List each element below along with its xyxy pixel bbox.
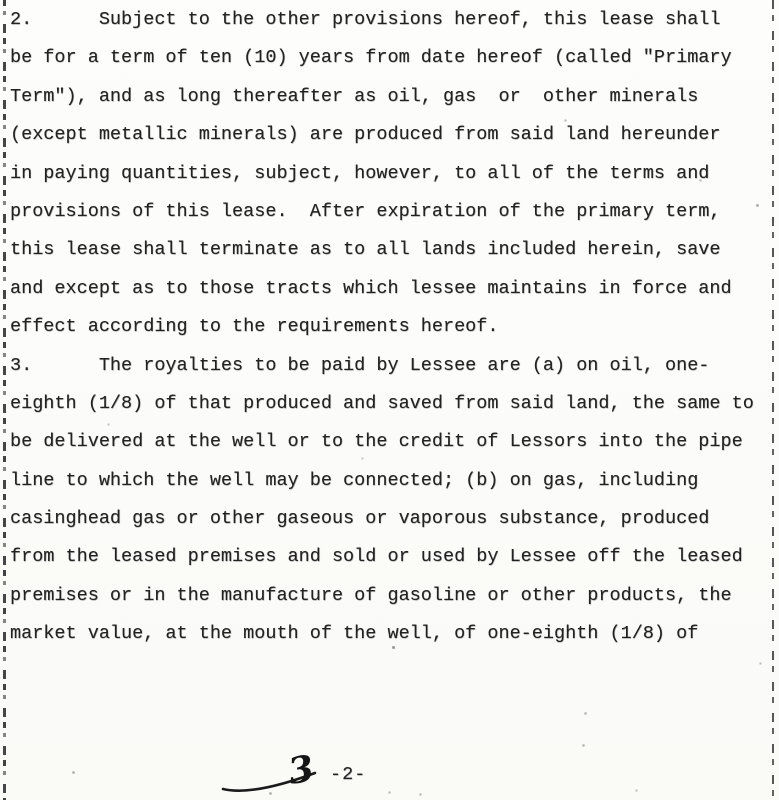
text-line-7: this lease shall terminate as to all lands included herein, save — [10, 239, 721, 261]
text-line-14: casinghead gas or other gaseous or vaporous substance, produced — [10, 508, 710, 530]
text-line-13: line to which the well may be connected; (b) on gas, including — [10, 469, 699, 491]
scan-noise-speckles — [0, 0, 1, 1]
text-line-10: 3. The royalties to be paid by Lessee are (a) on oil, one- — [10, 354, 710, 376]
text-line-16: premises or in the manufacture of gasoline or other products, the — [10, 584, 732, 606]
text-line-4: (except metallic minerals) are produced from said land hereunder — [10, 124, 721, 146]
handwritten-digit: 3 — [285, 747, 318, 793]
text-line-6: provisions of this lease. After expiration of the primary term, — [10, 200, 721, 222]
text-line-3: Term"), and as long thereafter as oil, gas or other minerals — [10, 85, 699, 107]
handwritten-page-mark — [220, 747, 320, 794]
text-line-9: effect according to the requirements hereof. — [10, 316, 499, 338]
text-line-17: market value, at the mouth of the well, of one-eighth (1/8) of — [10, 623, 699, 645]
text-line-8: and except as to those tracts which lessee maintains in force and — [10, 277, 732, 299]
text-line-15: from the leased premises and sold or used by Lessee off the leased — [10, 546, 743, 568]
text-line-12: be delivered at the well or to the credit of Lessors into the pipe — [10, 431, 743, 453]
lease-text-body — [10, 1, 773, 654]
text-line-5: in paying quantities, subject, however, to all of the terms and — [10, 162, 710, 184]
scan-border-left — [3, 0, 6, 800]
text-line-2: be for a term of ten (10) years from date hereof (called "Primary — [10, 47, 732, 69]
page-number: -2- — [330, 764, 367, 785]
text-line-11: eighth (1/8) of that produced and saved from said land, the same to — [10, 392, 754, 414]
text-line-1: 2. Subject to the other provisions hereof, this lease shall — [10, 9, 721, 30]
